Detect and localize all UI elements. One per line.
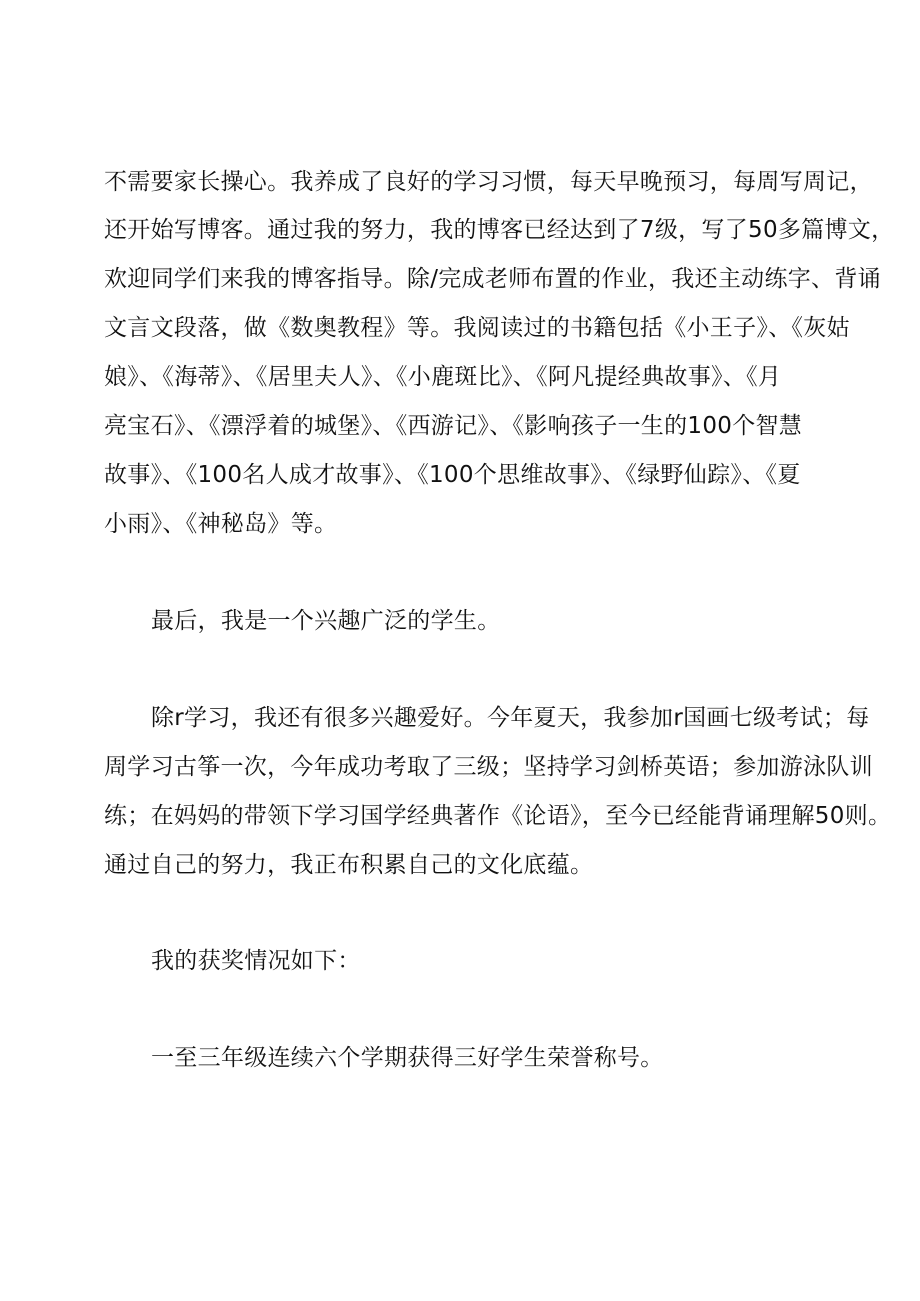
- paragraph-1-line-4: 文言文段落，做《数奥教程》等。我阅读过的书籍包括《小王子》、《灰姑: [104, 315, 850, 341]
- paragraph-1-line-7: 故事》、《100名人成才故事》、《100个思维故事》、《绿野仙踪》、《夏: [104, 462, 801, 488]
- paragraph-1-line-6: 亮宝石》、《漂浮着的城堡》、《西游记》、《影响孩子一生的100个智慧: [104, 413, 803, 439]
- paragraph-3-line-2: 周学习古筝一次，今年成功考取了三级；坚持学习剑桥英语；参加游泳队训: [104, 754, 873, 780]
- paragraph-5: 一至三年级连续六个学期获得三好学生荣誉称号。: [151, 1045, 664, 1071]
- paragraph-1-line-2: 还开始写博客。通过我的努力，我的博客已经达到了7级，写了50多篇博文，: [104, 217, 895, 243]
- paragraph-1-line-3: 欢迎同学们来我的博客指导。除/完成老师布置的作业，我还主动练字、背诵: [104, 266, 881, 292]
- paragraph-3-line-1: 除r学习，我还有很多兴趣爱好。今年夏天，我参加r国画七级考试；每: [151, 705, 870, 731]
- paragraph-1-line-8: 小雨》、《神秘岛》等。: [104, 511, 338, 537]
- paragraph-3-line-4: 通过自己的努力，我正布积累自己的文化底蕴。: [104, 852, 594, 878]
- paragraph-1-line-5: 娘》、《海蒂》、《居里夫人》、《小鹿斑比》、《阿凡提经典故事》、《月: [104, 364, 782, 390]
- paragraph-1-line-1: 不需要家长操心。我养成了良好的学习习惯，每天早晚预习，每周写周记，: [104, 169, 873, 195]
- paragraph-4: 我的获奖情况如下：: [151, 948, 361, 974]
- paragraph-3-line-3: 练；在妈妈的带领下学习国学经典著作《论语》，至今已经能背诵理解50则。: [104, 803, 892, 829]
- paragraph-2: 最后，我是一个兴趣广泛的学生。: [151, 608, 501, 634]
